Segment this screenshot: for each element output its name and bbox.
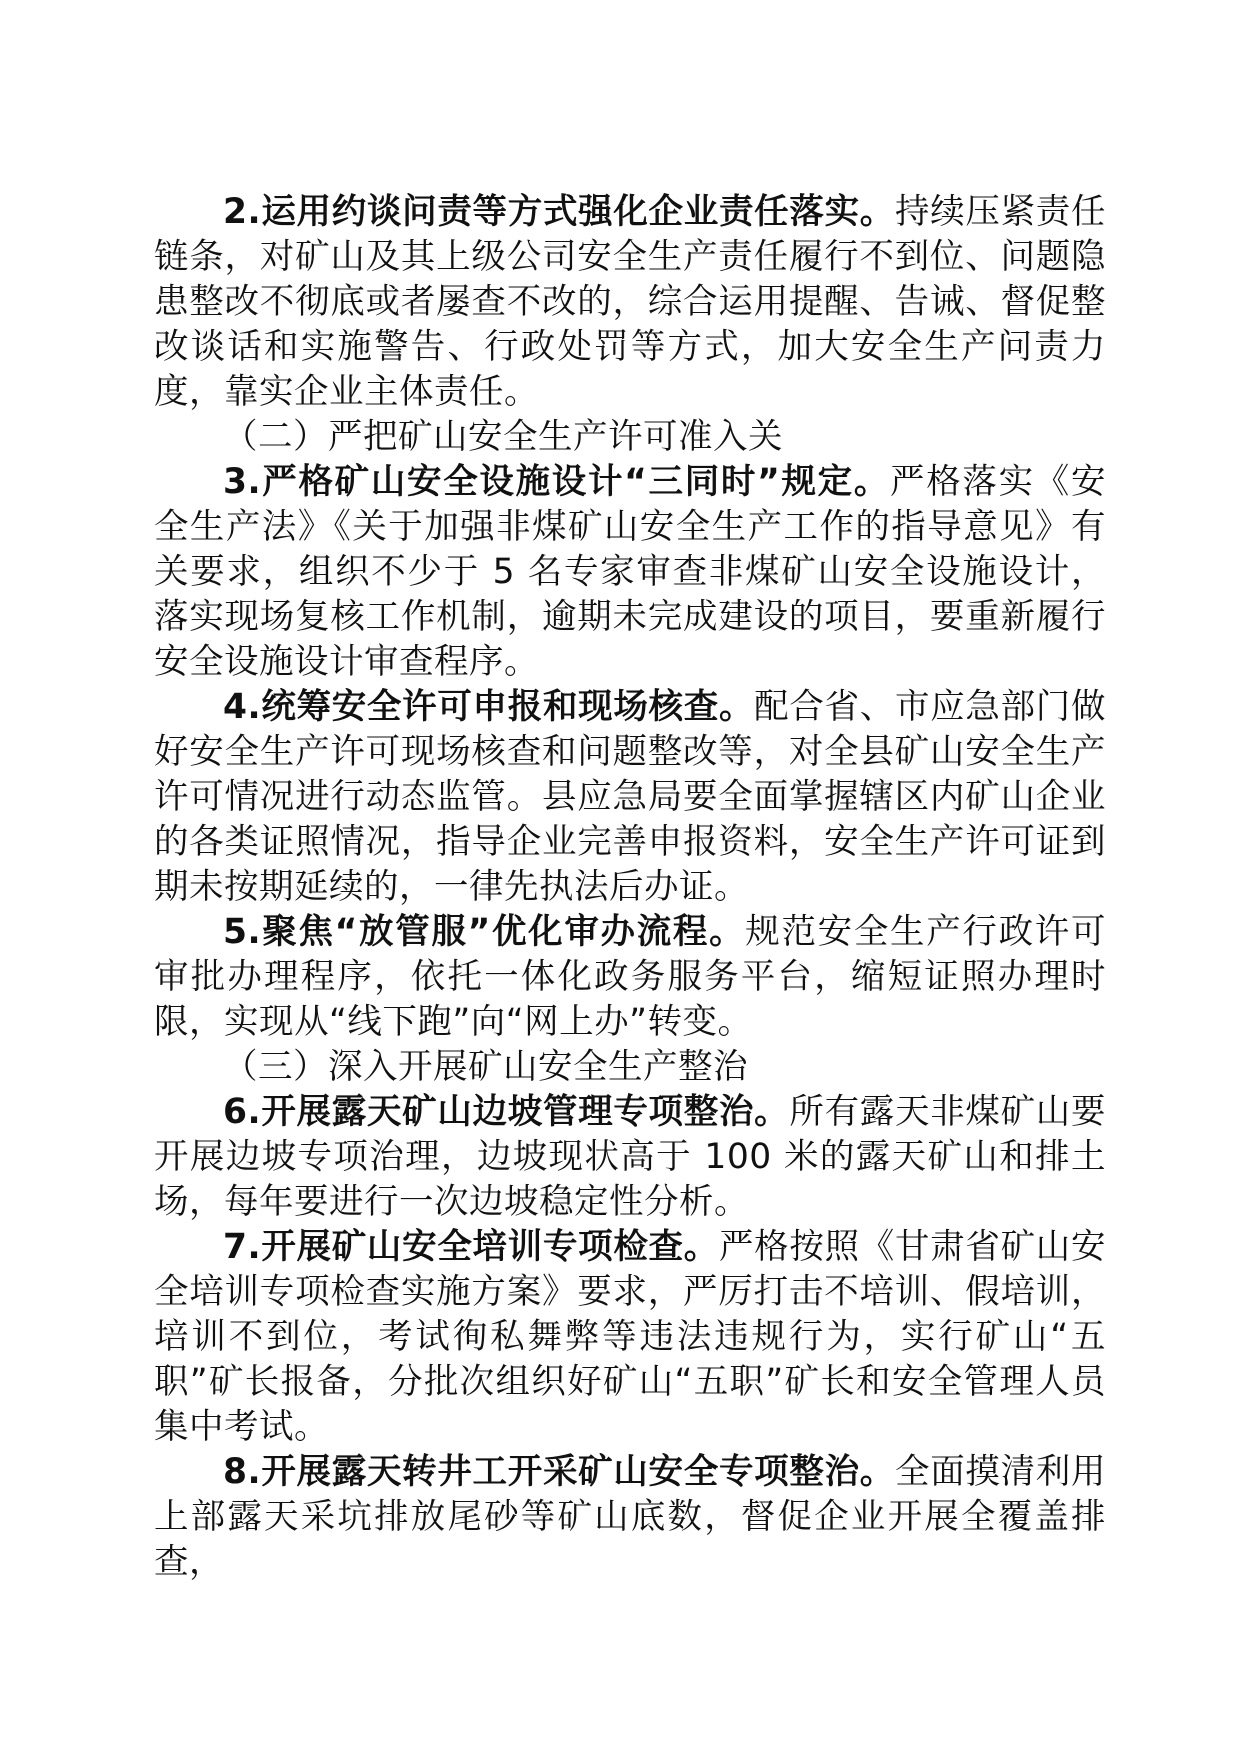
item-title: 2.运用约谈问责等方式强化企业责任落实。 <box>223 192 895 232</box>
item-body: 严格落实《安全生产法》《关于加强非煤矿山安全生产工作的指导意见》有关要求，组织不少于 5 名专家审查非煤矿山安全设施设计，落实现场复核工作机制，逾期未完成建设的项目，要重新履行安全设施设计审查程序。 <box>154 462 1106 682</box>
item-body: 配合省、市应急部门做好安全生产许可现场核查和问题整改等，对全县矿山安全生产许可情况进行动态监管。县应急局要全面掌握辖区内矿山企业的各类证照情况，指导企业完善申报资料，安全生产许可证到期未按期延续的，一律先执法后办证。 <box>154 687 1107 907</box>
item-body: 全面摸清利用上部露天采坑排放尾砂等矿山底数，督促企业开展全覆盖排查， <box>154 1452 1107 1582</box>
paragraph-item-2 <box>154 190 1106 415</box>
item-title: 4.统筹安全许可申报和现场核查。 <box>223 687 755 727</box>
item-title: 5.聚焦“放管服”优化审办流程。 <box>223 912 746 952</box>
section-heading-3: （三）深入开展矿山安全生产整治 <box>223 1047 748 1087</box>
paragraph-item-6 <box>154 1090 1106 1225</box>
item-title: 7.开展矿山安全培训专项检查。 <box>223 1227 719 1267</box>
item-body: 持续压紧责任链条，对矿山及其上级公司安全生产责任履行不到位、问题隐患整改不彻底或者屡查不改的，综合运用提醒、告诫、督促整改谈话和实施警告、行政处罚等方式，加大安全生产问责力度，靠实企业主体责任。 <box>154 192 1107 412</box>
paragraph-item-4 <box>154 685 1106 910</box>
paragraph-item-5 <box>154 910 1106 1045</box>
paragraph-item-7 <box>154 1225 1106 1450</box>
item-body: 所有露天非煤矿山要开展边坡专项治理，边坡现状高于 100 米的露天矿山和排土场，每年要进行一次边坡稳定性分析。 <box>154 1092 1107 1222</box>
item-body: 严格按照《甘肃省矿山安全培训专项检查实施方案》要求，严厉打击不培训、假培训，培训不到位，考试徇私舞弊等违法违规行为，实行矿山“五职”矿长报备，分批次组织好矿山“五职”矿长和安全管理人员集中考试。 <box>154 1227 1106 1447</box>
section-heading-2: （二）严把矿山安全生产许可准入关 <box>223 417 783 457</box>
item-title: 3.严格矿山安全设施设计“三同时”规定。 <box>223 462 891 502</box>
item-title: 6.开展露天矿山边坡管理专项整治。 <box>223 1092 790 1132</box>
item-body: 规范安全生产行政许可审批办理程序，依托一体化政务服务平台，缩短证照办理时限，实现从“线下跑”向“网上办”转变。 <box>154 912 1106 1042</box>
item-title: 8.开展露天转井工开采矿山安全专项整治。 <box>223 1452 895 1492</box>
paragraph-item-8 <box>154 1450 1106 1585</box>
paragraph-item-3 <box>154 460 1106 685</box>
document-page <box>154 190 1106 1585</box>
